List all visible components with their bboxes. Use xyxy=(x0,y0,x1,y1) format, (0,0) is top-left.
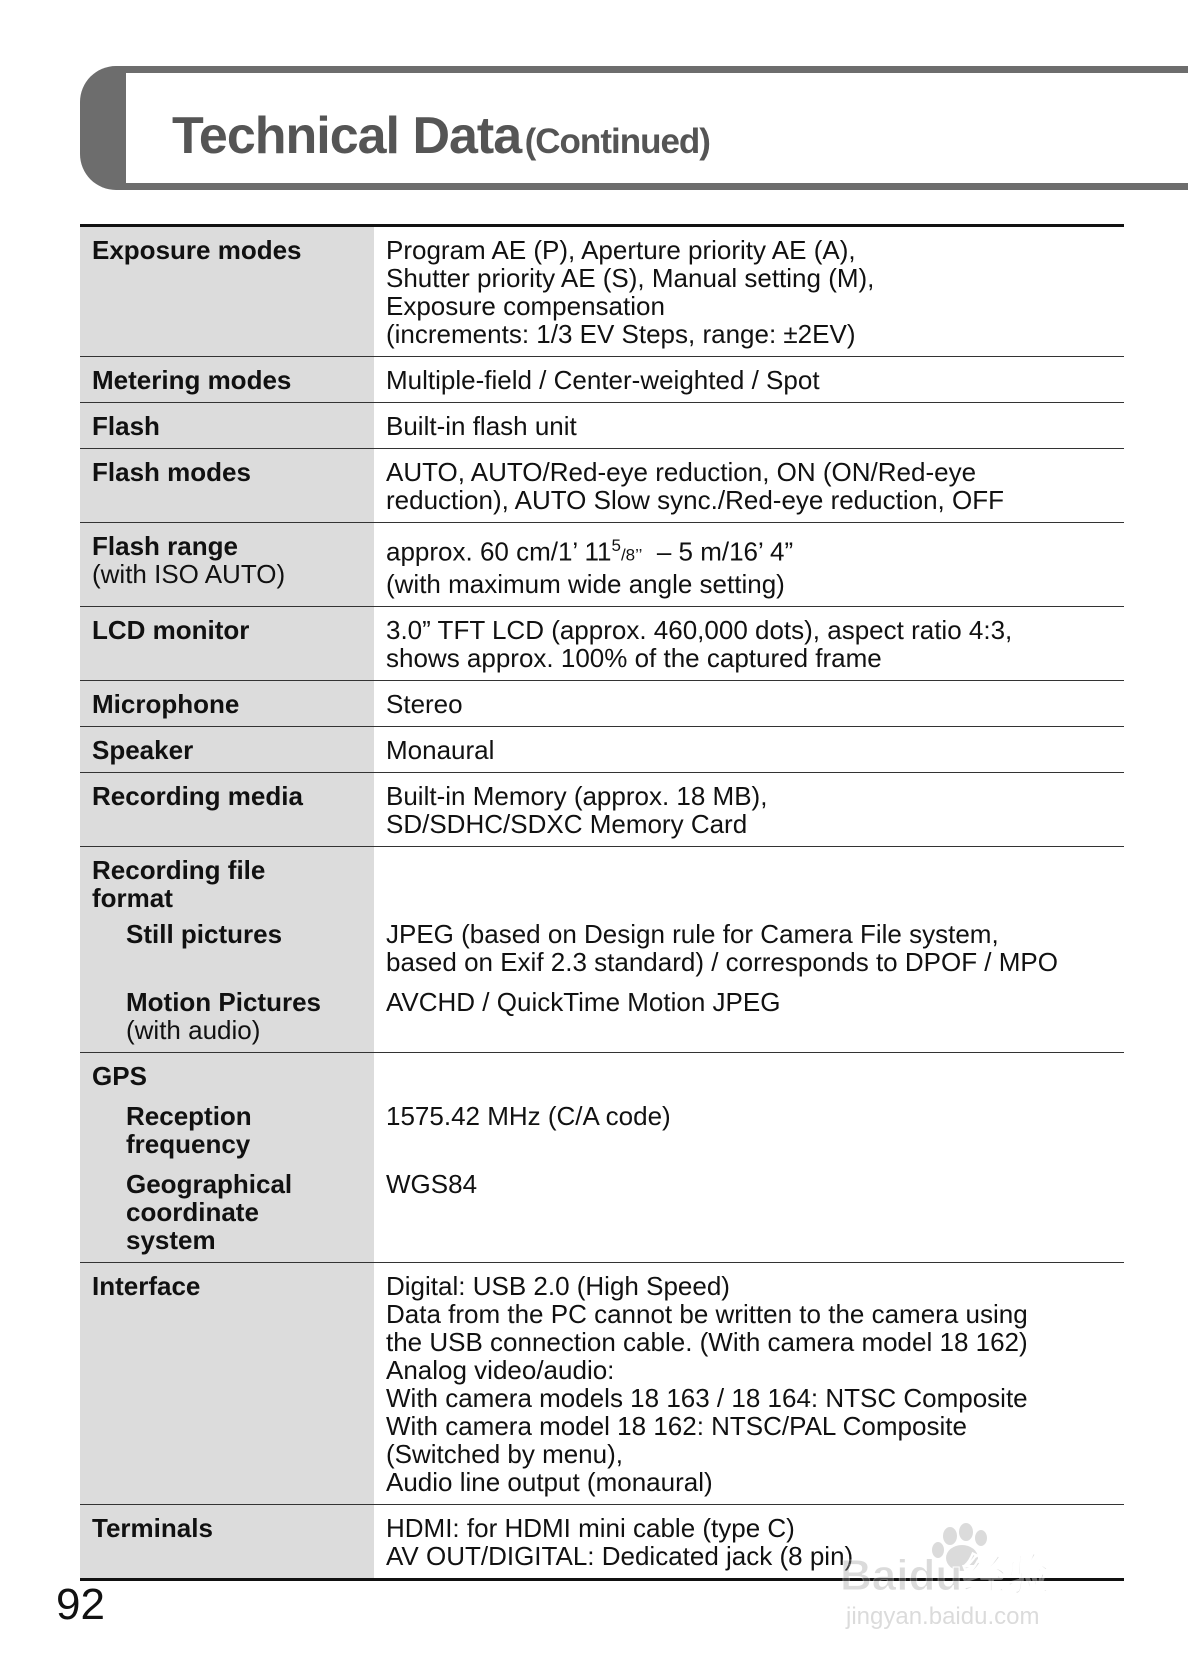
value-exposure-modes: Program AE (P), Aperture priority AE (A), Shutter priority AE (S), Manual setting (M), Exposure compensation (increments: 1/3 EV Steps, range: ±2EV) xyxy=(386,235,875,349)
title-main: Technical Data xyxy=(172,107,522,165)
baidu-watermark xyxy=(838,1520,1138,1630)
label-metering-modes: Metering modes xyxy=(92,365,292,395)
technical-data-table xyxy=(80,224,1124,1581)
row-exposure-modes xyxy=(80,227,1124,356)
value-lcd-monitor: 3.0” TFT LCD (approx. 460,000 dots), aspect ratio 4:3, shows approx. 100% of the captured frame xyxy=(386,614,1013,673)
label-still-pictures: Still pictures xyxy=(126,918,283,949)
value-recording-media: Built-in Memory (approx. 18 MB), SD/SDHC/SDXC Memory Card xyxy=(386,780,768,839)
watermark-brand: Baidu经验 xyxy=(840,1551,1051,1600)
subrow-motion-pictures xyxy=(80,984,1124,1052)
row-flash-range xyxy=(80,522,1124,606)
label-flash: Flash xyxy=(92,411,160,441)
value-reception-frequency: 1575.42 MHz (C/A code) xyxy=(386,1100,671,1131)
label-motion-pictures: Motion Pictures xyxy=(126,986,322,1017)
label-microphone: Microphone xyxy=(92,688,240,719)
subrow-geographical-coordinate-system: Geographical coordinate system WGS84 xyxy=(80,1166,1124,1262)
label-reception-frequency: Reception xyxy=(126,1100,252,1131)
title-continued: (Continued) xyxy=(524,122,710,161)
label-geographical-coordinate-system: Geographical xyxy=(126,1168,293,1199)
watermark-url: jingyan.baidu.com xyxy=(846,1603,1040,1630)
subrow-reception-frequency: Reception frequency 1575.42 MHz (C/A code) xyxy=(80,1098,1124,1166)
row-lcd-monitor xyxy=(80,606,1124,680)
label-lcd-monitor: LCD monitor xyxy=(92,614,250,645)
value-still-pictures: JPEG (based on Design rule for Camera File system, based on Exif 2.3 standard) / corresponds to DPOF / MPO xyxy=(386,918,1058,977)
value-flash-modes: AUTO, AUTO/Red-eye reduction, ON (ON/Red-eye reduction), AUTO Slow sync./Red-eye reduction, OFF xyxy=(386,457,1004,515)
label-speaker: Speaker xyxy=(92,734,194,765)
value-terminals: HDMI: for HDMI mini cable (type C) AV OUT/DIGITAL: Dedicated jack (8 pin) xyxy=(386,1512,854,1571)
row-microphone xyxy=(80,680,1124,726)
value-flash: Built-in flash unit xyxy=(386,411,577,441)
label-terminals: Terminals xyxy=(92,1512,213,1543)
value-speaker: Monaural xyxy=(386,734,495,765)
label-interface: Interface xyxy=(92,1270,201,1301)
row-interface xyxy=(80,1262,1124,1504)
value-microphone: Stereo xyxy=(386,688,463,719)
value-flash-range: approx. 60 cm/1’ $11^5/8$’’ – 5 m/16’ 4” (with maximum wide angle setting) xyxy=(386,536,794,599)
section-header xyxy=(80,66,1188,190)
paw-logo-icon xyxy=(838,1520,1138,1630)
value-geographical-coordinate-system: WGS84 xyxy=(386,1168,478,1199)
row-recording-media xyxy=(80,772,1124,846)
value-interface: Digital: USB 2.0 (High Speed) Data from the PC cannot be written to the camera using the USB connection cable. (With camera model 18 162) Analog video/audio: With camera models 18 163 / 18 164: NTSC Composite With camera model 18 162: NTSC/PAL Composite (Switched by menu), Audio line output (monaural) xyxy=(386,1270,1028,1497)
page-number: 92 xyxy=(56,1580,105,1629)
label-flash-modes: Flash modes xyxy=(92,457,251,487)
label-flash-range-note: (with ISO AUTO) xyxy=(92,559,286,589)
label-recording-file-format: Recording file xyxy=(92,854,266,885)
row-recording-file-format: Recording file format Still pictures JPEG (based on Design rule for Camera File system, based on Exif 2.3 standard) / corresponds to DPOF / MPO Motion Pictures (with audio) AVCHD / QuickTime Motion JPEG xyxy=(80,846,1124,1052)
label-flash-range: Flash range xyxy=(92,531,238,561)
label-exposure-modes: Exposure modes xyxy=(92,235,302,265)
value-motion-pictures: AVCHD / QuickTime Motion JPEG xyxy=(386,986,781,1017)
row-speaker xyxy=(80,726,1124,772)
label-gps: GPS xyxy=(92,1060,147,1091)
row-flash-modes xyxy=(80,448,1124,522)
page-title xyxy=(172,106,710,166)
subrow-still-pictures xyxy=(80,920,1124,984)
label-recording-media: Recording media xyxy=(92,780,303,811)
label-motion-pictures-note: (with audio) xyxy=(126,1014,261,1045)
value-metering-modes: Multiple-field / Center-weighted / Spot xyxy=(386,365,820,395)
row-gps xyxy=(80,1052,1124,1262)
row-metering-modes xyxy=(80,356,1124,402)
row-flash xyxy=(80,402,1124,448)
